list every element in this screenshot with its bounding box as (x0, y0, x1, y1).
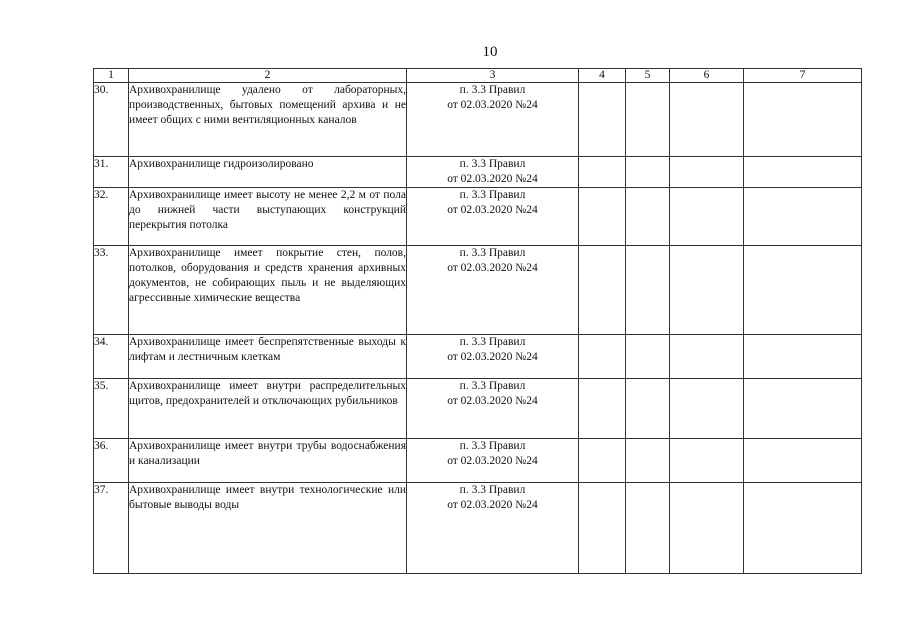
cell-col-6 (670, 188, 744, 246)
reference-line-1: п. 3.3 Правил (459, 158, 526, 170)
table-row (94, 83, 862, 157)
cell-col-4 (579, 335, 626, 379)
requirement-text: Архивохранилище имеет внутри трубы водоснабжения и канализации (129, 439, 407, 483)
cell-col-5 (626, 246, 670, 335)
row-number: 33. (94, 246, 129, 335)
cell-col-5 (626, 157, 670, 188)
cell-col-4 (579, 483, 626, 574)
header-row (94, 69, 862, 83)
checklist-table (93, 68, 862, 574)
table-row (94, 483, 862, 574)
cell-col-5 (626, 379, 670, 439)
reference-cell (407, 157, 579, 188)
reference-line-1: п. 3.3 Правил (459, 247, 526, 259)
cell-col-6 (670, 439, 744, 483)
row-number: 37. (94, 483, 129, 574)
requirement-text: Архивохранилище гидроизолировано (129, 157, 407, 188)
cell-col-5 (626, 83, 670, 157)
requirement-text: Архивохранилище имеет внутри технологические или бытовые выводы воды (129, 483, 407, 574)
reference-line-1: п. 3.3 Правил (459, 440, 526, 452)
cell-col-7 (744, 188, 862, 246)
table-row (94, 379, 862, 439)
column-header-7: 7 (744, 69, 862, 83)
cell-col-5 (626, 439, 670, 483)
reference-cell (407, 335, 579, 379)
cell-col-7 (744, 439, 862, 483)
reference-line-2: от 02.03.2020 №24 (447, 173, 538, 185)
column-header-4: 4 (579, 69, 626, 83)
cell-col-4 (579, 157, 626, 188)
requirement-text: Архивохранилище удалено от лабораторных, производственных, бытовых помещений архива и не имеет общих с ними вентиляционных каналов (129, 83, 407, 157)
reference-line-2: от 02.03.2020 №24 (447, 262, 538, 274)
reference-line-1: п. 3.3 Правил (459, 84, 526, 96)
reference-cell (407, 246, 579, 335)
cell-col-6 (670, 335, 744, 379)
reference-cell (407, 483, 579, 574)
table-row (94, 335, 862, 379)
requirement-text: Архивохранилище имеет внутри распределительных щитов, предохранителей и отключающих рубильников (129, 379, 407, 439)
cell-col-6 (670, 483, 744, 574)
reference-cell (407, 83, 579, 157)
requirement-text: Архивохранилище имеет высоту не менее 2,2 м от пола до нижней части выступающих конструкций перекрытия потолка (129, 188, 407, 246)
requirement-text: Архивохранилище имеет беспрепятственные выходы к лифтам и лестничным клеткам (129, 335, 407, 379)
reference-cell (407, 439, 579, 483)
cell-col-7 (744, 157, 862, 188)
row-number: 31. (94, 157, 129, 188)
page-number: 10 (482, 44, 498, 60)
cell-col-7 (744, 483, 862, 574)
table-row (94, 157, 862, 188)
cell-col-4 (579, 188, 626, 246)
column-header-6: 6 (670, 69, 744, 83)
table-row (94, 439, 862, 483)
cell-col-6 (670, 246, 744, 335)
row-number: 35. (94, 379, 129, 439)
cell-col-6 (670, 83, 744, 157)
reference-line-2: от 02.03.2020 №24 (447, 204, 538, 216)
reference-cell (407, 379, 579, 439)
requirement-text: Архивохранилище имеет покрытие стен, полов, потолков, оборудования и средств хранения архивных документов, не собирающих пыль и не выделяющих агрессивные химические вещества (129, 246, 407, 335)
cell-col-5 (626, 335, 670, 379)
reference-line-2: от 02.03.2020 №24 (447, 351, 538, 363)
column-header-2: 2 (129, 69, 407, 83)
reference-line-1: п. 3.3 Правил (459, 189, 526, 201)
cell-col-7 (744, 379, 862, 439)
reference-line-1: п. 3.3 Правил (459, 484, 526, 496)
cell-col-4 (579, 246, 626, 335)
cell-col-5 (626, 483, 670, 574)
cell-col-6 (670, 379, 744, 439)
reference-cell (407, 188, 579, 246)
reference-line-2: от 02.03.2020 №24 (447, 99, 538, 111)
reference-line-1: п. 3.3 Правил (459, 336, 526, 348)
reference-line-1: п. 3.3 Правил (459, 380, 526, 392)
reference-line-2: от 02.03.2020 №24 (447, 455, 538, 467)
column-header-1: 1 (94, 69, 129, 83)
column-header-3: 3 (407, 69, 579, 83)
row-number: 32. (94, 188, 129, 246)
row-number: 34. (94, 335, 129, 379)
cell-col-7 (744, 335, 862, 379)
cell-col-5 (626, 188, 670, 246)
cell-col-7 (744, 246, 862, 335)
row-number: 30. (94, 83, 129, 157)
reference-line-2: от 02.03.2020 №24 (447, 395, 538, 407)
cell-col-4 (579, 83, 626, 157)
cell-col-4 (579, 439, 626, 483)
cell-col-6 (670, 157, 744, 188)
table-row (94, 188, 862, 246)
cell-col-7 (744, 83, 862, 157)
reference-line-2: от 02.03.2020 №24 (447, 499, 538, 511)
column-header-5: 5 (626, 69, 670, 83)
table-row (94, 246, 862, 335)
row-number: 36. (94, 439, 129, 483)
cell-col-4 (579, 379, 626, 439)
